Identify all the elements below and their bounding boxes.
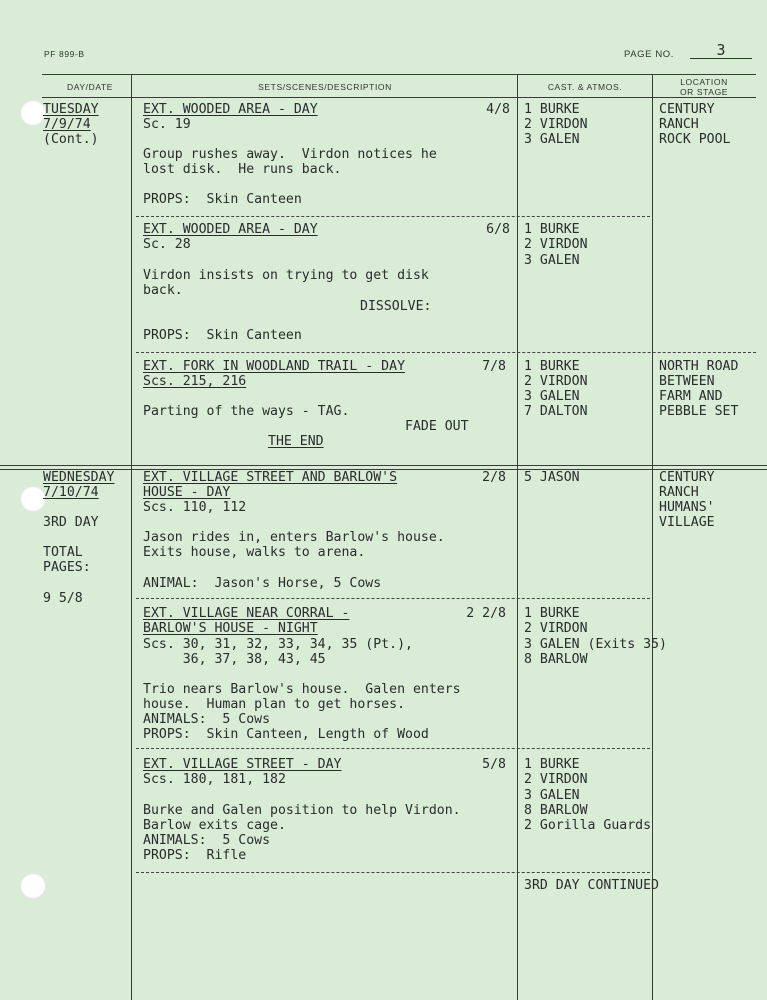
col-divider-2 [517,74,518,1000]
day2-date: 7/10/74 [43,485,99,500]
location-2-line-3: FARM AND [659,389,723,404]
scene2-props: PROPS: Skin Canteen [143,328,302,343]
scene3-numbers: Scs. 215, 216 [143,374,247,389]
scene5-heading-1: EXT. VILLAGE NEAR CORRAL - [143,606,350,621]
scene3-cast-3: 3 GALEN [524,389,580,404]
scene6-heading: EXT. VILLAGE STREET - DAY [143,757,342,772]
scene1-heading: EXT. WOODED AREA - DAY [143,102,318,117]
header-bottom-rule [42,97,756,98]
col-header-location: LOCATION OR STAGE [679,77,729,97]
scene6-desc-1: Burke and Galen position to help Virdon. [143,803,461,818]
scene2-cast-3: 3 GALEN [524,253,580,268]
scene6-desc-2: Barlow exits cage. [143,818,286,833]
scene1-cast-2: 2 VIRDON [524,117,588,132]
scene2-number: Sc. 28 [143,237,191,252]
day1-weekday: TUESDAY [43,102,99,117]
the-end: THE END [268,434,324,449]
scene4-numbers: Scs. 110, 112 [143,500,247,515]
scene6-length: 5/8 [482,757,506,772]
scene4-desc-2: Exits house, walks to arena. [143,545,366,560]
location-1-line-2: RANCH [659,117,699,132]
scene-separator [136,598,650,599]
scene5-desc-2: house. Human plan to get horses. [143,697,406,712]
scene5-props: PROPS: Skin Canteen, Length of Wood [143,727,429,742]
scene4-cast-1: 5 JASON [524,470,580,485]
scene6-animals: ANIMALS: 5 Cows [143,833,271,848]
day1-note: (Cont.) [43,132,99,147]
scene2-transition: DISSOLVE: [360,299,432,314]
col-header-cast: CAST. & ATMOS. [547,82,623,92]
scene4-desc-1: Jason rides in, enters Barlow's house. [143,530,445,545]
scene3-heading: EXT. FORK IN WOODLAND TRAIL - DAY [143,359,406,374]
location-2-line-4: PEBBLE SET [659,404,739,419]
scene6-cast-5: 2 Gorilla Guards [524,818,652,833]
scene2-desc-2: back. [143,283,183,298]
scene2-cast-2: 2 VIRDON [524,237,588,252]
location-1-line-3: ROCK POOL [659,132,731,147]
scene4-heading-2: HOUSE - DAY [143,485,231,500]
scene2-heading: EXT. WOODED AREA - DAY [143,222,318,237]
scene6-cast-2: 2 VIRDON [524,772,588,787]
scene-separator [136,216,650,217]
scene5-cast-3: 3 GALEN (Exits 35) [524,637,667,652]
scene-separator [136,352,756,353]
col-divider-3 [652,74,653,1000]
location-2-line-2: BETWEEN [659,374,715,389]
scene6-cast-4: 8 BARLOW [524,803,588,818]
scene5-cast-1: 1 BURKE [524,606,580,621]
col-divider-1 [131,74,132,1000]
location-3-line-1: CENTURY [659,470,715,485]
scene4-heading-1: EXT. VILLAGE STREET AND BARLOW'S [143,470,398,485]
scene5-numbers-1: Scs. 30, 31, 32, 33, 34, 35 (Pt.), [143,637,413,652]
scene3-cast-1: 1 BURKE [524,359,580,374]
page-no-label: PAGE NO. [624,49,675,60]
location-3-line-3: HUMANS' [659,500,715,515]
day-separator-top [0,465,767,466]
header-top-rule [42,74,756,75]
day2-weekday: WEDNESDAY [43,470,115,485]
scene3-cast-2: 2 VIRDON [524,374,588,389]
location-1-line-1: CENTURY [659,102,715,117]
scene5-cast-4: 8 BARLOW [524,652,588,667]
scene2-cast-1: 1 BURKE [524,222,580,237]
scene4-animals: ANIMAL: Jason's Horse, 5 Cows [143,576,382,591]
scene6-cast-1: 1 BURKE [524,757,580,772]
day2-total-pages: 9 5/8 [43,591,83,606]
scene1-desc-1: Group rushes away. Virdon notices he [143,147,437,162]
day2-total-label-2: PAGES: [43,560,91,575]
col-header-day-date: DAY/DATE [66,82,114,92]
page-number: 3 [690,42,752,59]
scene4-length: 2/8 [482,470,506,485]
day2-day-count: 3RD DAY [43,515,99,530]
location-3-line-2: RANCH [659,485,699,500]
scene3-transition: FADE OUT [405,419,469,434]
scene6-numbers: Scs. 180, 181, 182 [143,772,286,787]
location-2-line-1: NORTH ROAD [659,359,739,374]
scene-separator [136,872,650,873]
scene5-numbers-2: 36, 37, 38, 43, 45 [143,652,326,667]
binder-hole [20,873,46,899]
continued-note: 3RD DAY CONTINUED [524,878,659,893]
scene6-cast-3: 3 GALEN [524,788,580,803]
scene5-cast-2: 2 VIRDON [524,621,588,636]
scene5-animals: ANIMALS: 5 Cows [143,712,271,727]
scene-separator [136,748,650,749]
scene1-cast-3: 3 GALEN [524,132,580,147]
scene1-desc-2: lost disk. He runs back. [143,162,342,177]
col-header-sets: SETS/SCENES/DESCRIPTION [258,82,392,92]
scene3-desc: Parting of the ways - TAG. [143,404,350,419]
scene6-props: PROPS: Rifle [143,848,247,863]
scene5-heading-2: BARLOW'S HOUSE - NIGHT [143,621,318,636]
location-3-line-4: VILLAGE [659,515,715,530]
scene2-length: 6/8 [486,222,510,237]
scene1-length: 4/8 [486,102,510,117]
scene1-cast-1: 1 BURKE [524,102,580,117]
scene3-length: 7/8 [482,359,506,374]
scene2-desc-1: Virdon insists on trying to get disk [143,268,429,283]
scene5-desc-1: Trio nears Barlow's house. Galen enters [143,682,461,697]
scene5-length: 2 2/8 [466,606,506,621]
scene3-cast-4: 7 DALTON [524,404,588,419]
scene1-props: PROPS: Skin Canteen [143,192,302,207]
scene1-number: Sc. 19 [143,117,191,132]
form-number: PF 899-B [44,49,85,59]
day2-total-label-1: TOTAL [43,545,83,560]
day1-date: 7/9/74 [43,117,91,132]
